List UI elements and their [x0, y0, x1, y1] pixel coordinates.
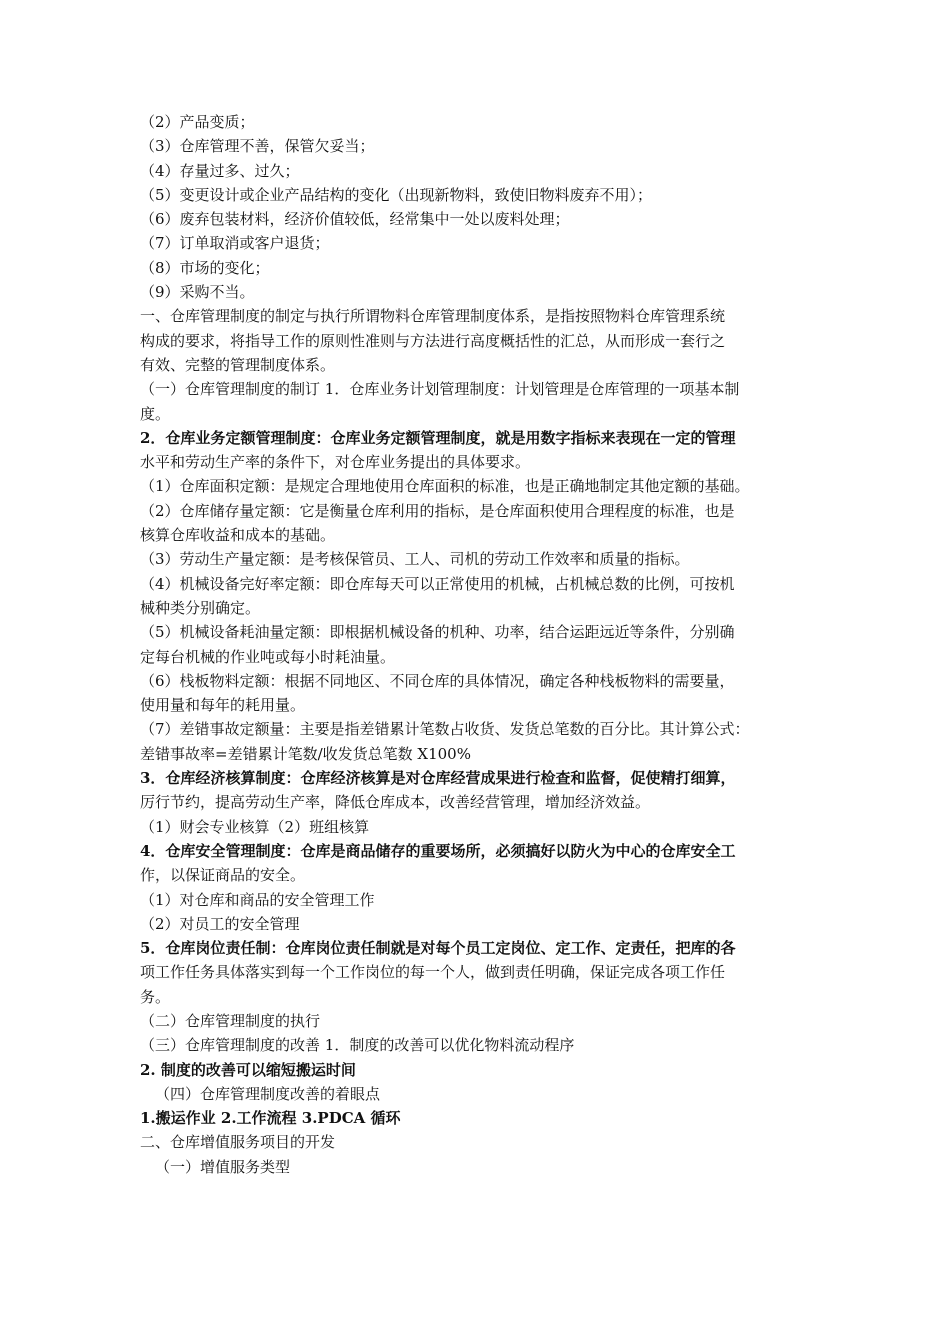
text-line: （2）对员工的安全管理	[140, 914, 300, 933]
item-heading: 2. 制度的改善可以缩短搬运时间	[140, 1060, 356, 1079]
text-line: 作，以保证商品的安全。	[140, 866, 306, 885]
subsection-heading: （二）仓库管理制度的执行	[140, 1011, 321, 1030]
text-line: （2）产品变质；	[140, 113, 255, 131]
text-line: （1）仓库面积定额：是规定合理地使用仓库面积的标准，也是正确地制定其他定额的基础。	[140, 477, 750, 496]
text-line: （7）订单取消或客户退货；	[140, 234, 330, 253]
item-heading: 1.搬运作业 2.工作流程 3.PDCA 循环	[140, 1109, 401, 1128]
text-line: （9）采购不当。	[140, 283, 255, 302]
text-line: （5）变更设计或企业产品结构的变化（出现新物料，致使旧物料废弃不用）；	[140, 185, 653, 204]
text-line: 有效、完整的管理制度体系。	[140, 355, 336, 374]
subsection-heading: （一）仓库管理制度的制订 1．仓库业务计划管理制度：计划管理是仓库管理的一项基本制	[140, 380, 740, 399]
text-line: （4）机械设备完好率定额：即仓库每天可以正常使用的机械，占机械总数的比例，可按机	[140, 574, 735, 593]
subsection-heading: （一）增值服务类型	[155, 1157, 291, 1176]
subsection-heading: （三）仓库管理制度的改善 1．制度的改善可以优化物料流动程序	[140, 1036, 575, 1055]
text-line: （8）市场的变化；	[140, 258, 270, 277]
text-line: （3）仓库管理不善，保管欠妥当；	[140, 137, 375, 156]
text-line: （6）废弃包装材料，经济价值较低，经常集中一处以废料处理；	[140, 210, 570, 229]
subsection-heading: （四）仓库管理制度改善的着眼点	[155, 1084, 381, 1103]
formula-line: 差错事故率=差错累计笔数/收发货总笔数 X100%	[140, 744, 471, 763]
text-line: （5）机械设备耗油量定额：即根据机械设备的机种、功率，结合运距远近等条件，分别确	[140, 623, 735, 642]
text-line: 水平和劳动生产率的条件下，对仓库业务提出的具体要求。	[140, 453, 531, 472]
text-line: （7）差错事故定额量：主要是指差错累计笔数占收货、发货总笔数的百分比。其计算公式：	[140, 720, 750, 739]
text-line: （1）财会专业核算（2）班组核算	[140, 817, 370, 836]
text-line: 使用量和每年的耗用量。	[140, 696, 306, 715]
item-heading: 2．仓库业务定额管理制度：仓库业务定额管理制度，就是用数字指标来表现在一定的管理	[140, 428, 736, 447]
text-line: 项工作任务具体落实到每一个工作岗位的每一个人，做到责任明确，保证完成各项工作任	[140, 963, 726, 982]
text-line: （6）栈板物料定额：根据不同地区、不同仓库的具体情况，确定各种栈板物料的需要量，	[140, 671, 735, 690]
text-line: 定每台机械的作业吨或每小时耗油量。	[140, 647, 396, 666]
section-heading: 一、仓库管理制度的制定与执行所谓物料仓库管理制度体系，是指按照物料仓库管理系统	[140, 307, 726, 326]
text-line: （3）劳动生产量定额：是考核保管员、工人、司机的劳动工作效率和质量的指标。	[140, 550, 690, 569]
text-line: （2）仓库储存量定额：它是衡量仓库利用的指标，是仓库面积使用合理程度的标准，也是	[140, 501, 735, 520]
item-heading: 3．仓库经济核算制度：仓库经济核算是对仓库经营成果进行检查和监督，促使精打细算，	[140, 769, 736, 788]
text-line: 务。	[140, 987, 171, 1006]
text-line: 核算仓库收益和成本的基础。	[140, 526, 336, 545]
text-line: （1）对仓库和商品的安全管理工作	[140, 890, 375, 909]
section-heading: 二、仓库增值服务项目的开发	[140, 1133, 336, 1152]
text-line: 度。	[140, 404, 171, 423]
text-line: 构成的要求，将指导工作的原则性准则与方法进行高度概括性的汇总，从而形成一套行之	[140, 331, 726, 350]
text-line: 械种类分别确定。	[140, 598, 261, 617]
text-line: 厉行节约，提高劳动生产率，降低仓库成本，改善经营管理，增加经济效益。	[140, 793, 651, 812]
item-heading: 5．仓库岗位责任制：仓库岗位责任制就是对每个员工定岗位、定工作、定责任，把库的各	[140, 939, 736, 958]
text-line: （4）存量过多、过久；	[140, 161, 300, 180]
document-body	[140, 110, 820, 1179]
item-heading: 4．仓库安全管理制度：仓库是商品储存的重要场所，必须搞好以防火为中心的仓库安全工	[140, 841, 736, 860]
